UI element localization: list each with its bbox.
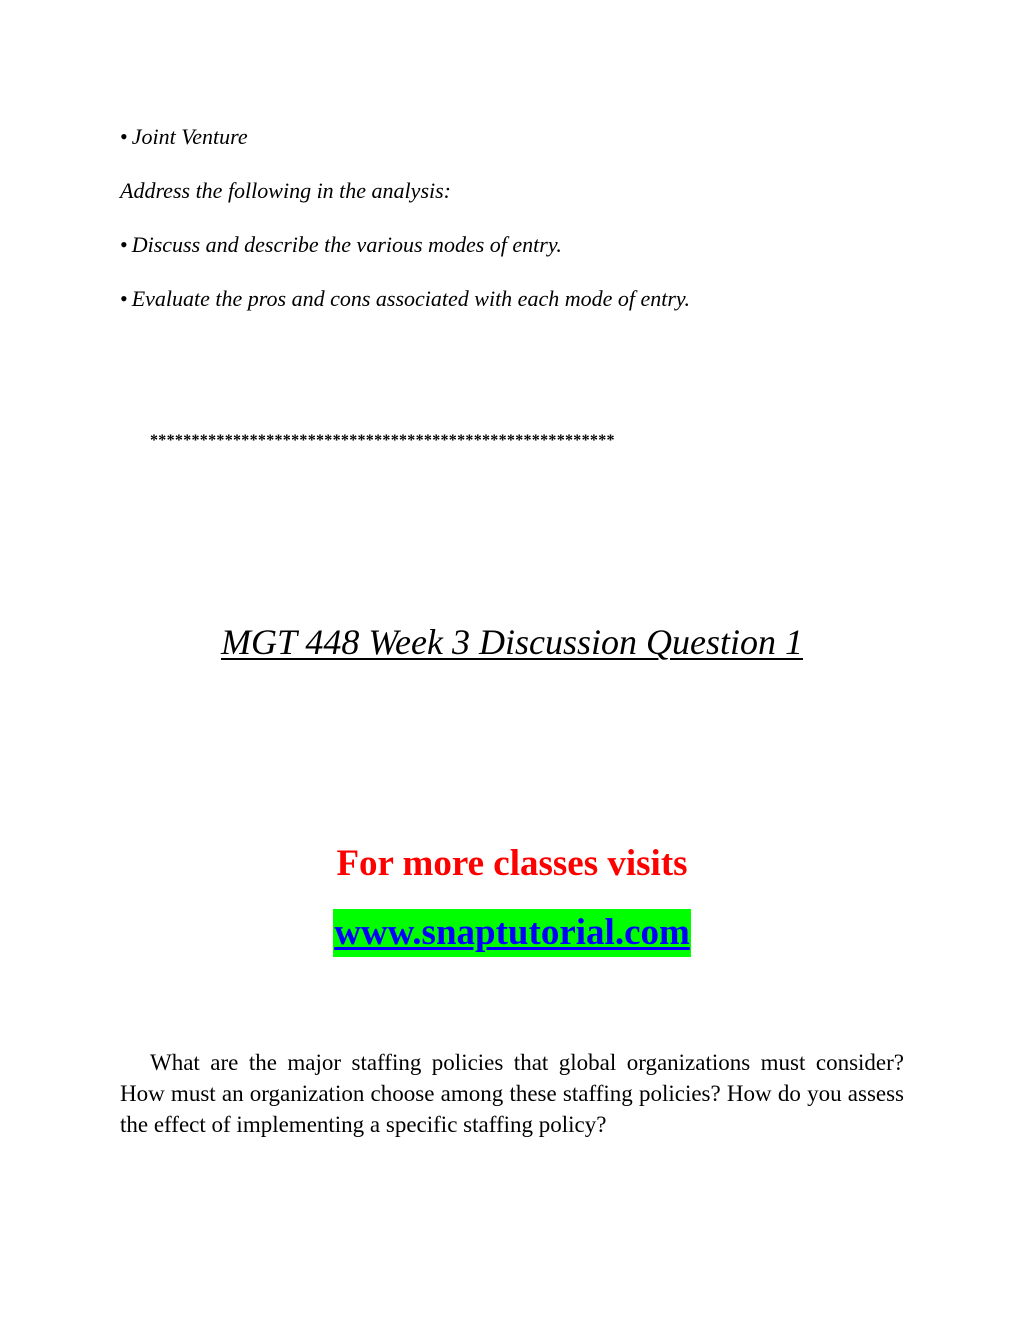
bullet-icon: • (120, 286, 128, 311)
bullet-icon: • (120, 124, 128, 149)
snaptutorial-link[interactable]: www.snaptutorial.com (333, 909, 691, 957)
asterisk-separator: ******************************************************** (150, 432, 615, 449)
bullet-discuss-modes (120, 232, 562, 258)
discussion-question-text: What are the major staffing policies that global organizations must consider? How must an organization choose among these staffing policies? How do you assess the effect of implementing a specific staffing policy? (120, 1050, 904, 1137)
address-instruction: Address the following in the analysis: (120, 178, 451, 203)
bullet-evaluate-pros-cons-text: Evaluate the pros and cons associated with each mode of entry. (131, 286, 690, 311)
bullet-joint-venture-text: Joint Venture (131, 124, 248, 149)
promo-link-container (0, 909, 1024, 957)
bullet-joint-venture (120, 124, 248, 150)
bullet-discuss-modes-text: Discuss and describe the various modes of entry. (131, 232, 562, 257)
bullet-icon: • (120, 232, 128, 257)
bullet-evaluate-pros-cons (120, 286, 690, 312)
document-title: MGT 448 Week 3 Discussion Question 1 (221, 622, 803, 662)
promo-heading: For more classes visits (336, 843, 688, 884)
